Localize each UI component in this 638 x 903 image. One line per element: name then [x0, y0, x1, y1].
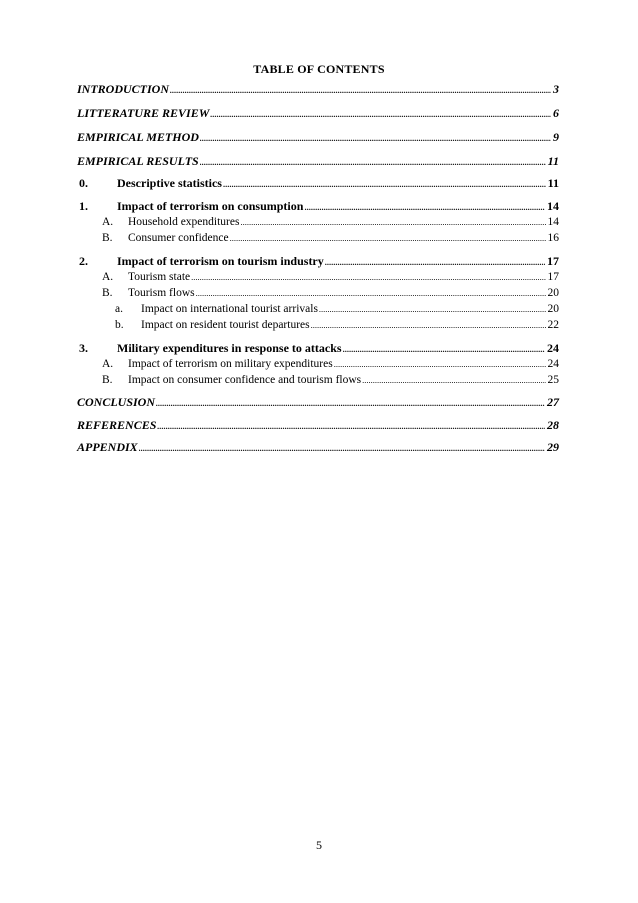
toc-entry-label: LITTERATURE REVIEW — [77, 106, 210, 120]
toc-entry-number: A. — [102, 216, 114, 228]
toc-entry[interactable] — [77, 341, 559, 356]
toc-entry-page: 24 — [547, 358, 559, 370]
toc-entry-page: 20 — [547, 287, 559, 299]
toc-dot-leader — [210, 107, 551, 121]
toc-entry[interactable] — [77, 82, 559, 97]
toc-dot-leader — [240, 215, 545, 229]
toc-dot-leader — [196, 286, 546, 300]
toc-entry-label: Tourism flows — [128, 287, 195, 299]
toc-dot-leader — [191, 270, 545, 284]
toc-entry[interactable] — [77, 418, 559, 433]
toc-entry-number: A. — [102, 358, 114, 370]
toc-entry[interactable] — [77, 318, 559, 332]
toc-entry[interactable] — [77, 231, 559, 245]
page-number: 5 — [316, 838, 322, 852]
toc-entry[interactable] — [77, 154, 559, 169]
toc-dot-leader — [319, 302, 546, 316]
toc-entry-page: 22 — [547, 319, 559, 331]
toc-entry-label: EMPIRICAL METHOD — [77, 130, 199, 144]
toc-entry-number: A. — [102, 271, 114, 283]
toc-entry-page: 25 — [547, 374, 559, 386]
toc-entry-label: Impact on international tourist arrivals — [141, 303, 318, 315]
toc-entry-page: 11 — [547, 154, 559, 168]
toc-entry-label: Tourism state — [128, 271, 191, 283]
toc-dot-leader — [362, 373, 545, 387]
toc-entry[interactable] — [77, 130, 559, 145]
toc-dot-leader — [157, 419, 545, 433]
toc-entry-label: Consumer confidence — [128, 232, 229, 244]
toc-entry[interactable] — [77, 106, 559, 121]
toc-entry-label: INTRODUCTION — [77, 82, 170, 96]
toc-dot-leader — [334, 357, 546, 371]
toc-entry-label: Impact on resident tourist departures — [141, 319, 310, 331]
toc-entry-page: 28 — [547, 418, 559, 432]
toc-entry-page: 17 — [547, 254, 559, 268]
toc-entry[interactable] — [77, 254, 559, 269]
toc-entry[interactable] — [77, 286, 559, 300]
toc-dot-leader — [304, 200, 545, 214]
toc-entry-number: b. — [115, 319, 124, 331]
toc-dot-leader — [200, 155, 546, 169]
toc-entry-label: APPENDIX — [77, 440, 138, 454]
toc-entry-label: Impact on consumer confidence and tourism flows — [128, 374, 362, 386]
toc-entry-page: 14 — [547, 216, 559, 228]
toc-entry[interactable] — [77, 199, 559, 214]
toc-dot-leader — [343, 342, 545, 356]
toc-entry-page: 27 — [547, 395, 559, 409]
toc-entry[interactable] — [77, 395, 559, 410]
toc-entry-number: 3. — [79, 341, 88, 355]
toc-entry-number: 0. — [79, 176, 88, 190]
toc-dot-leader — [230, 231, 546, 245]
toc-entry-page: 14 — [547, 199, 559, 213]
toc-entry-label: CONCLUSION — [77, 395, 156, 409]
toc-entry-label: REFERENCES — [77, 418, 157, 432]
toc-entry-number: B. — [102, 287, 113, 299]
toc-dot-leader — [170, 83, 551, 97]
toc-entry-page: 11 — [547, 176, 559, 190]
toc-entry-page: 20 — [547, 303, 559, 315]
toc-entry-page: 16 — [547, 232, 559, 244]
toc-entry[interactable] — [77, 357, 559, 371]
toc-entry-label: Impact of terrorism on tourism industry — [117, 254, 324, 268]
toc-entry-label: Descriptive statistics — [117, 176, 222, 190]
toc-entry-label: Impact of terrorism on military expenditures — [128, 358, 333, 370]
toc-entry-page: 9 — [553, 130, 559, 144]
toc-entry-label: Household expenditures — [128, 216, 240, 228]
toc-entry-page: 29 — [547, 440, 559, 454]
toc-entry-page: 6 — [553, 106, 559, 120]
toc-dot-leader — [325, 255, 545, 269]
toc-dot-leader — [156, 396, 545, 410]
toc-entry-label: EMPIRICAL RESULTS — [77, 154, 199, 168]
toc-entry[interactable] — [77, 302, 559, 316]
toc-entry-page: 3 — [553, 82, 559, 96]
toc-title: TABLE OF CONTENTS — [253, 62, 385, 76]
toc-entry[interactable] — [77, 440, 559, 455]
toc-entry[interactable] — [77, 215, 559, 229]
toc-dot-leader — [200, 131, 551, 145]
toc-entry-number: 1. — [79, 199, 88, 213]
toc-entry[interactable] — [77, 373, 559, 387]
toc-dot-leader — [139, 441, 545, 455]
toc-dot-leader — [311, 318, 546, 332]
toc-entry-label: Military expenditures in response to attacks — [117, 341, 342, 355]
toc-entry-number: B. — [102, 374, 113, 386]
toc-entry-page: 17 — [547, 271, 559, 283]
toc-entry-number: a. — [115, 303, 123, 315]
toc-entry-label: Impact of terrorism on consumption — [117, 199, 304, 213]
toc-entry-page: 24 — [547, 341, 559, 355]
toc-dot-leader — [223, 177, 546, 191]
toc-entry[interactable] — [77, 270, 559, 284]
toc-entry[interactable] — [77, 176, 559, 191]
toc-entry-number: B. — [102, 232, 113, 244]
toc-entry-number: 2. — [79, 254, 88, 268]
